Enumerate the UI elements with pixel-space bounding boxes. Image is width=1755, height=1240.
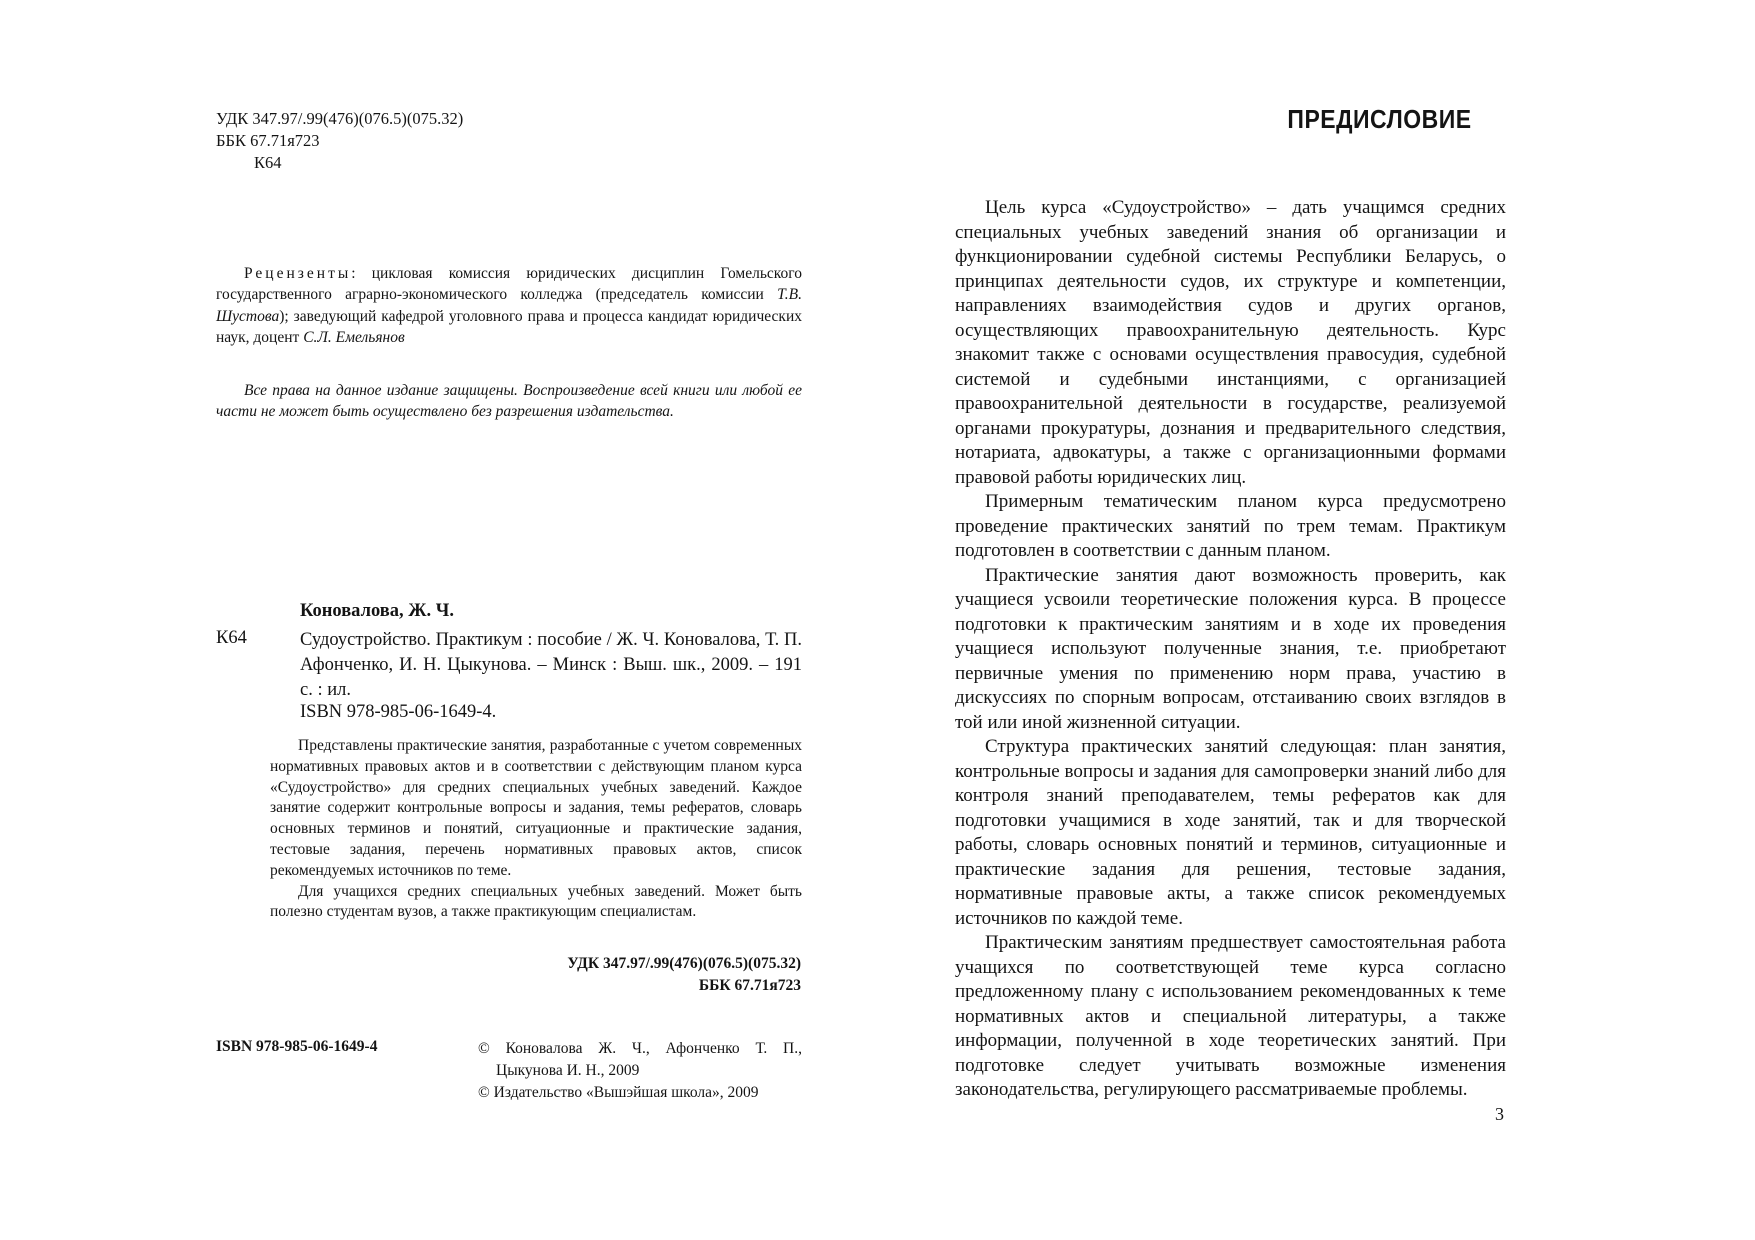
reviewers-text-1: : цикловая комиссия юридических дисциплин Гомельского государственного аграрно-экономического колледжа (председатель комиссии [216, 265, 802, 304]
reviewers-block [216, 263, 802, 348]
catalog-code: К64 [216, 628, 247, 648]
udk-code: УДК 347.97/.99(476)(076.5)(075.32) [216, 109, 464, 128]
left-page [0, 0, 877, 1240]
page-number: 3 [1495, 1104, 1504, 1124]
preface-paragraph-4: Структура практических занятий следующая: план занятия, контрольные вопросы и задания для самопроверки знаний либо для контроля знаний преподавателем, темы рефератов как для подготовки учащимися в ходе занятий, так и для творческой работы, словарь основных понятий и терминов, ситуационные и практические задания для решения, тестовые задания, нормативные правовые акты, а также список рекомендуемых источников по каждой теме. [955, 736, 1506, 929]
preface-paragraph-2: Примерным тематическим планом курса предусмотрено проведение практических занятий по трем темам. Практикум подготовлен в соответствии с данным планом. [955, 491, 1506, 561]
right-page [877, 0, 1755, 1240]
rights-notice: Все права на данное издание защищены. Воспроизведение всей книги или любой ее части не может быть осуществлено без разрешения издательства. [216, 382, 802, 421]
page-title: ПРЕДИСЛОВИЕ [1287, 104, 1472, 134]
classification-codes [567, 953, 801, 997]
reviewer-name-2: С.Л. Емельянов [303, 328, 405, 346]
annotation [270, 736, 802, 923]
copyright-publisher: © Издательство «Вышэйшая школа», 2009 [478, 1084, 759, 1101]
isbn-number: ISBN 978-985-06-1649-4 [216, 1038, 378, 1055]
catalog-author: Коновалова, Ж. Ч. [300, 601, 454, 621]
annotation-paragraph-1: Представлены практические занятия, разработанные с учетом современных нормативных правовых актов и в соответствии с действующим планом курса «Судоустройство» для средних специальных учебных заведений. Каждое занятие содержит контрольные вопросы и задания, темы рефератов, словарь основных терминов и понятий, ситуационные и практические задания, тестовые задания, перечень нормативных правовых актов, список рекомендуемых источников по теме. [270, 737, 802, 879]
classification-udk: УДК 347.97/.99(476)(076.5)(075.32) [567, 955, 801, 972]
bbk-code: ББК 67.71я723 [216, 131, 320, 150]
catalog-description: Судоустройство. Практикум : пособие / Ж. Ч. Коновалова, Т. П. Афонченко, И. Н. Цыкунова. – Минск : Выш. шк., 2009. – 191 с. : ил. [300, 630, 802, 700]
classification-bbk: ББК 67.71я723 [698, 977, 801, 994]
copyright-block [478, 1038, 802, 1104]
copyright-authors: © Коновалова Ж. Ч., Афонченко Т. П., [478, 1040, 802, 1057]
copyright-authors-cont: Цыкунова И. Н., 2009 [496, 1062, 640, 1079]
reviewers-label: Рецензенты [244, 265, 352, 282]
preface-paragraph-3: Практические занятия дают возможность проверить, как учащиеся усвоили теоретические положения курса. В процессе подготовки к практическим занятиям и в ходе их проведения учащиеся используют полученные знания, т.е. приобретают первичные умения по применению норм права, участию в дискуссиях по спорным вопросам, отстаиванию своих взглядов в той или иной жизненной ситуации. [955, 564, 1506, 733]
author-mark: К64 [254, 153, 282, 172]
preface-paragraph-5: Практическим занятиям предшествует самостоятельная работа учащихся по соответствующей теме курса согласно предложенному плану с использованием рекомендованных к теме нормативных актов и специальной литературы, а также информации, полученной в ходе теоретических занятий. При подготовке следует учитывать возможные изменения законодательства, регулирующего рассматриваемые проблемы. [955, 932, 1506, 1100]
reviewer-name-1: Т.В. Шустова [216, 286, 802, 325]
reviewers-text-2: ); заведующий кафедрой уголовного права и процесса кандидат юридических наук, доцент [216, 307, 802, 346]
preface-body [955, 196, 1506, 1103]
preface-paragraph-1: Цель курса «Судоустройство» – дать учащимся средних специальных учебных заведений знания об организации и функционировании судебной системы Республики Беларусь, о принципах деятельности судов, их структуре и компетенции, направлениях взаимодействия судов и других органов, осуществляющих правоохранительную деятельность. Курс знакомит также с основами осуществления правосудия, судебной системой и судебными инстанциями, с организацией правоохранительной деятельности в государстве, реализуемой органами прокуратуры, дознания и предварительного следствия, нотариата, адвокатуры, а также с организационными формами правовой работы юридических лиц. [955, 197, 1506, 488]
library-codes [216, 108, 463, 174]
catalog-isbn: ISBN 978-985-06-1649-4. [300, 702, 497, 722]
annotation-paragraph-2: Для учащихся средних специальных учебных заведений. Может быть полезно студентам вузов, а также практикующим специалистам. [270, 882, 802, 921]
